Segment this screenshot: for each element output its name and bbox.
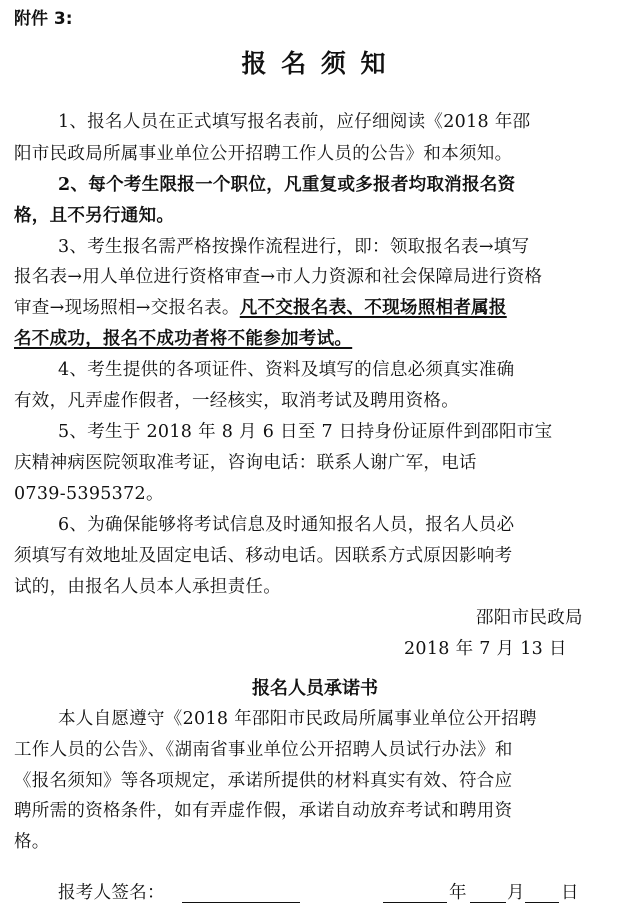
pledge-line-3: 《报名须知》等各项规定，承诺所提供的材料真实有效、符合应	[14, 771, 513, 791]
issue-date: 2018 年 7 月 13 日	[404, 639, 567, 659]
item-2-line-1: 2、每个考生限报一个职位，凡重复或多报者均取消报名资	[58, 175, 516, 195]
signature-blank[interactable]	[182, 884, 300, 903]
pledge-line-5: 格。	[14, 832, 50, 852]
item-3-line-3	[14, 295, 507, 321]
issuer: 邵阳市民政局	[476, 608, 583, 628]
pledge-title: 报名人员承诺书	[252, 678, 378, 699]
item-2-line-2: 格，且不另行通知。	[14, 206, 175, 226]
month-blank[interactable]	[470, 884, 506, 903]
item-3-line-2: 报名表→用人单位进行资格审查→市人力资源和社会保障局进行资格	[14, 267, 543, 287]
item-3-line-3-plain: 审查→现场照相→交报名表。	[14, 298, 240, 318]
pledge-line-1: 本人自愿遵守《2018 年邵阳市民政局所属事业单位公开招聘	[58, 709, 537, 729]
pledge-line-4: 聘所需的资格条件，如有弄虚作假，承诺自动放弃考试和聘用资	[14, 801, 513, 821]
year-label: 年	[449, 883, 467, 903]
item-4-line-1: 4、考生提供的各项证件、资料及填写的信息必须真实准确	[58, 360, 515, 380]
item-4-line-2: 有效，凡弄虚作假者，一经核实，取消考试及聘用资格。	[14, 391, 459, 411]
signature-label: 报考人签名：	[58, 883, 165, 903]
item-1-line-1: 1、报名人员在正式填写报名表前，应仔细阅读《2018 年邵	[58, 112, 531, 132]
attachment-label: 附件 3:	[14, 9, 73, 29]
item-5-line-3: 0739-5395372。	[14, 484, 164, 504]
pledge-line-2: 工作人员的公告》、《湖南省事业单位公开招聘人员试行办法》和	[14, 740, 513, 760]
item-1-line-2: 阳市民政局所属事业单位公开招聘工作人员的公告》和本须知。	[14, 144, 513, 164]
item-6-line-1: 6、为确保能够将考试信息及时通知报名人员，报名人员必	[58, 515, 515, 535]
month-label: 月	[507, 883, 525, 903]
item-6-line-2: 须填写有效地址及固定电话、移动电话。因联系方式原因影响考	[14, 546, 513, 566]
day-label: 日	[561, 883, 579, 903]
day-blank[interactable]	[525, 884, 559, 903]
item-3-line-4: 名不成功，报名不成功者将不能参加考试。	[14, 329, 353, 349]
item-3-line-1: 3、考生报名需严格按操作流程进行，即：领取报名表→填写	[58, 237, 530, 257]
item-5-line-2: 庆精神病医院领取准考证，咨询电话：联系人谢广军，电话	[14, 453, 477, 473]
item-5-line-1: 5、考生于 2018 年 8 月 6 日至 7 日持身份证原件到邵阳市宝	[58, 422, 553, 442]
page-title: 报 名 须 知	[241, 49, 389, 78]
year-blank[interactable]	[383, 884, 447, 903]
item-3-line-3-emphasis: 凡不交报名表、不现场照相者属报	[239, 298, 507, 318]
item-6-line-3: 试的，由报名人员本人承担责任。	[14, 577, 281, 597]
